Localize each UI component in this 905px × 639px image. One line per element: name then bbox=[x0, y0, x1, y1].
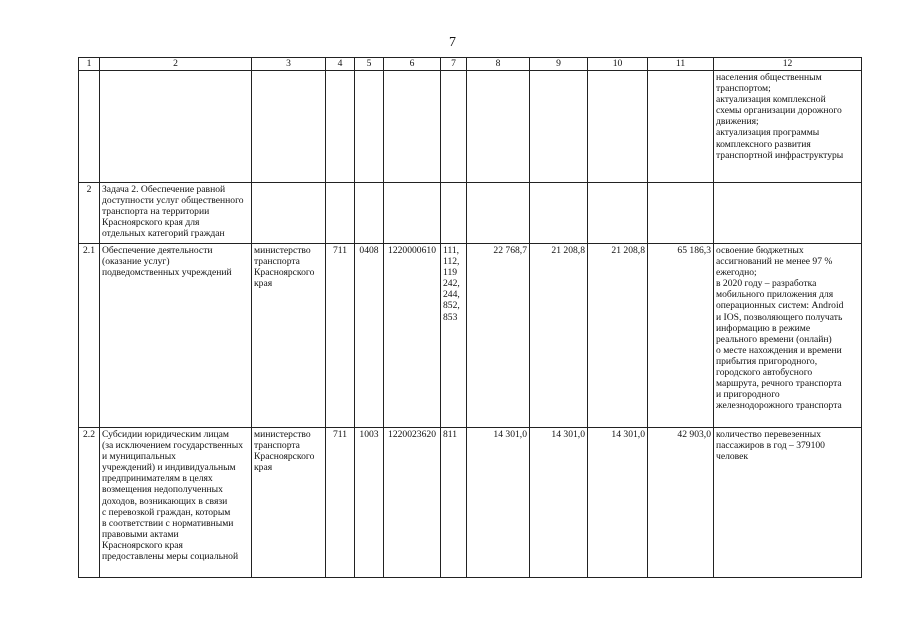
column-header: 2 bbox=[100, 58, 252, 71]
table-cell bbox=[441, 183, 467, 244]
table-cell bbox=[384, 71, 441, 183]
table-cell bbox=[441, 71, 467, 183]
table-cell bbox=[588, 183, 648, 244]
column-header: 8 bbox=[467, 58, 530, 71]
column-header: 9 bbox=[530, 58, 588, 71]
table-cell bbox=[384, 183, 441, 244]
table-cell bbox=[355, 71, 384, 183]
column-header: 5 bbox=[355, 58, 384, 71]
column-header: 3 bbox=[252, 58, 326, 71]
table-cell bbox=[100, 71, 252, 183]
amount-cell: 14 301,0 bbox=[467, 428, 530, 578]
table-cell bbox=[326, 183, 355, 244]
table-cell bbox=[714, 183, 862, 244]
code-cell: 811 bbox=[441, 428, 467, 578]
result-cell: освоение бюджетных ассигнований не менее 97 % ежегодно; в 2020 году – разработка мобильного приложения для операционных систем: Android и IOS, позволяющего получать информацию в режиме реального времени (онлайн) о месте нахождения и времени прибытия пригородного, городского автобусного маршрута, речного транспорта и пригородного железнодорожного транспорта bbox=[714, 244, 862, 428]
measure-name: Обеспечение деятельности (оказание услуг) подведомственных учреждений bbox=[100, 244, 252, 428]
table-row bbox=[79, 71, 862, 183]
amount-cell: 14 301,0 bbox=[530, 428, 588, 578]
table-cell bbox=[588, 71, 648, 183]
table-cell bbox=[252, 183, 326, 244]
column-header: 4 bbox=[326, 58, 355, 71]
code-cell: 111, 112, 119 242, 244, 852, 853 bbox=[441, 244, 467, 428]
result-cell: населения общественным транспортом; актуализация комплексной схемы организации дорожного движения; актуализация программы комплексного развития транспортной инфраструктуры bbox=[714, 71, 862, 183]
table-row bbox=[79, 428, 862, 578]
amount-cell: 21 208,8 bbox=[588, 244, 648, 428]
table-cell bbox=[355, 183, 384, 244]
table-cell bbox=[326, 71, 355, 183]
code-cell: 711 bbox=[326, 428, 355, 578]
row-number: 2.1 bbox=[79, 244, 100, 428]
row-number: 2 bbox=[79, 183, 100, 244]
amount-cell: 42 903,0 bbox=[648, 428, 714, 578]
table-cell bbox=[648, 71, 714, 183]
code-cell: 711 bbox=[326, 244, 355, 428]
executor-cell: министерство транспорта Красноярского края bbox=[252, 428, 326, 578]
column-header: 1 bbox=[79, 58, 100, 71]
table-cell bbox=[530, 71, 588, 183]
column-header: 11 bbox=[648, 58, 714, 71]
table-row bbox=[79, 244, 862, 428]
table-row bbox=[79, 183, 862, 244]
task-title: Задача 2. Обеспечение равной доступности услуг общественного транспорта на территории Красноярского края для отдельных категорий граждан bbox=[100, 183, 252, 244]
header-row bbox=[79, 58, 862, 71]
code-cell: 1003 bbox=[355, 428, 384, 578]
code-cell: 0408 bbox=[355, 244, 384, 428]
program-table bbox=[78, 57, 862, 578]
amount-cell: 65 186,3 bbox=[648, 244, 714, 428]
table-cell bbox=[79, 71, 100, 183]
amount-cell: 21 208,8 bbox=[530, 244, 588, 428]
table-cell bbox=[467, 183, 530, 244]
code-cell: 1220023620 bbox=[384, 428, 441, 578]
result-cell: количество перевезенных пассажиров в год – 379100 человек bbox=[714, 428, 862, 578]
row-number: 2.2 bbox=[79, 428, 100, 578]
table-cell bbox=[252, 71, 326, 183]
table-cell bbox=[648, 183, 714, 244]
page-number: 7 bbox=[449, 35, 456, 50]
column-header: 7 bbox=[441, 58, 467, 71]
column-header: 6 bbox=[384, 58, 441, 71]
executor-cell: министерство транспорта Красноярского края bbox=[252, 244, 326, 428]
measure-name: Субсидии юридическим лицам (за исключением государственных и муниципальных учреждений) и индивидуальным предпринимателям в целях возмещения недополученных доходов, возникающих в связи с перевозкой граждан, которым в соответствии с нормативными правовыми актами Красноярского края предоставлены меры социальной bbox=[100, 428, 252, 578]
table-cell bbox=[467, 71, 530, 183]
column-header: 12 bbox=[714, 58, 862, 71]
code-cell: 1220000610 bbox=[384, 244, 441, 428]
column-header: 10 bbox=[588, 58, 648, 71]
table-cell bbox=[530, 183, 588, 244]
amount-cell: 14 301,0 bbox=[588, 428, 648, 578]
amount-cell: 22 768,7 bbox=[467, 244, 530, 428]
